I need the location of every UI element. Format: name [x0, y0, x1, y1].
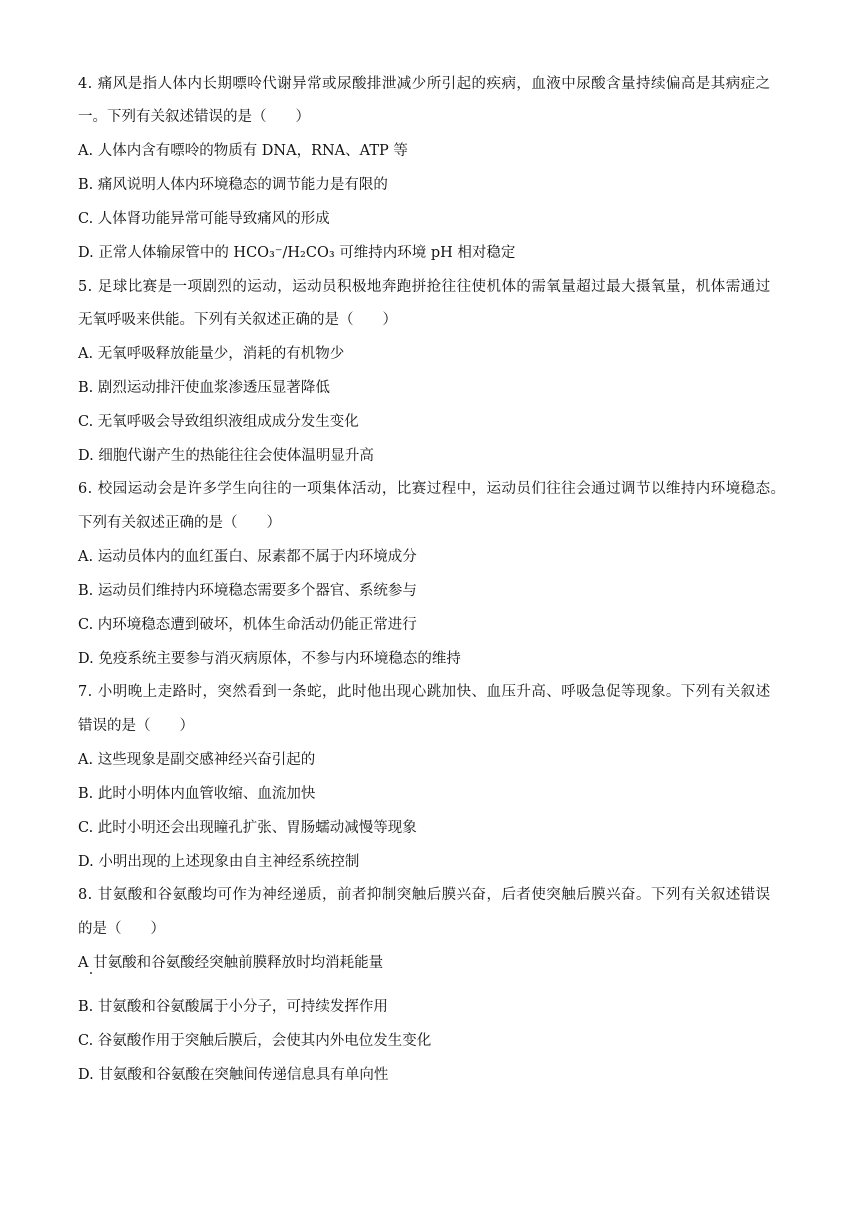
- q4-option-d: D. 正常人体输尿管中的 HCO₃⁻/H₂CO₃ 可维持内环境 pH 相对稳定: [78, 245, 516, 261]
- stray-dot-mark: [90, 972, 92, 974]
- q6-option-b: B. 运动员们维持内环境稳态需要多个器官、系统参与: [78, 583, 417, 599]
- q4-option-a: A. 人体内含有嘌呤的物质有 DNA，RNA、ATP 等: [78, 143, 408, 159]
- q5-stem-line2: 无氧呼吸来供能。下列有关叙述正确的是（ ）: [78, 312, 397, 328]
- q8-stem-line1: 8. 甘氨酸和谷氨酸均可作为神经递质，前者抑制突触后膜兴奋，后者使突触后膜兴奋。下列有关叙述错误: [78, 887, 771, 903]
- q6-option-a: A. 运动员体内的血红蛋白、尿素都不属于内环境成分: [78, 549, 417, 565]
- q4-stem-line1: 4. 痛风是指人体内长期嘌呤代谢异常或尿酸排泄减少所引起的疾病，血液中尿酸含量持续偏高是其病症之: [78, 76, 771, 92]
- q8-option-b: B. 甘氨酸和谷氨酸属于小分子，可持续发挥作用: [78, 999, 388, 1015]
- q7-option-c: C. 此时小明还会出现瞳孔扩张、胃肠蠕动减慢等现象: [78, 820, 417, 836]
- q5-option-a: A. 无氧呼吸释放能量少，消耗的有机物少: [78, 346, 345, 362]
- q4-option-b: B. 痛风说明人体内环境稳态的调节能力是有限的: [78, 177, 388, 193]
- q8-stem-line2: 的是（ ）: [78, 921, 165, 937]
- q6-stem-line2: 下列有关叙述正确的是（ ）: [78, 515, 281, 531]
- q6-option-d: D. 免疫系统主要参与消灭病原体，不参与内环境稳态的维持: [78, 651, 461, 667]
- q8-option-c: C. 谷氨酸作用于突触后膜后，会使其内外电位发生变化: [78, 1033, 432, 1049]
- q6-stem-line1: 6. 校园运动会是许多学生向往的一项集体活动，比赛过程中，运动员们往往会通过调节以维持内环境稳态。: [78, 481, 786, 497]
- q6-option-c: C. 内环境稳态遭到破坏，机体生命活动仍能正常进行: [78, 617, 417, 633]
- q7-option-d: D. 小明出现的上述现象由自主神经系统控制: [78, 854, 360, 870]
- q5-option-d: D. 细胞代谢产生的热能往往会使体温明显升高: [78, 448, 374, 464]
- q4-stem-line2: 一。下列有关叙述错误的是（ ）: [78, 109, 310, 125]
- q7-stem-line1: 7. 小明晚上走路时，突然看到一条蛇，此时他出现心跳加快、血压升高、呼吸急促等现象。下列有关叙述: [78, 684, 771, 700]
- q4-option-c: C. 人体肾功能异常可能导致痛风的形成: [78, 211, 330, 227]
- q7-option-b: B. 此时小明体内血管收缩、血流加快: [78, 786, 316, 802]
- q7-option-a: A. 这些现象是副交感神经兴奋引起的: [78, 752, 316, 768]
- q8-option-a: A 甘氨酸和谷氨酸经突触前膜释放时均消耗能量: [78, 955, 384, 971]
- q8-option-d: D. 甘氨酸和谷氨酸在突触间传递信息具有单向性: [78, 1067, 389, 1083]
- q5-option-b: B. 剧烈运动排汗使血浆渗透压显著降低: [78, 380, 330, 396]
- q5-stem-line1: 5. 足球比赛是一项剧烈的运动，运动员积极地奔跑拼抢往往使机体的需氧量超过最大摄氧量，机体需通过: [78, 279, 771, 295]
- q5-option-c: C. 无氧呼吸会导致组织液组成成分发生变化: [78, 414, 359, 430]
- q7-stem-line2: 错误的是（ ）: [78, 718, 194, 734]
